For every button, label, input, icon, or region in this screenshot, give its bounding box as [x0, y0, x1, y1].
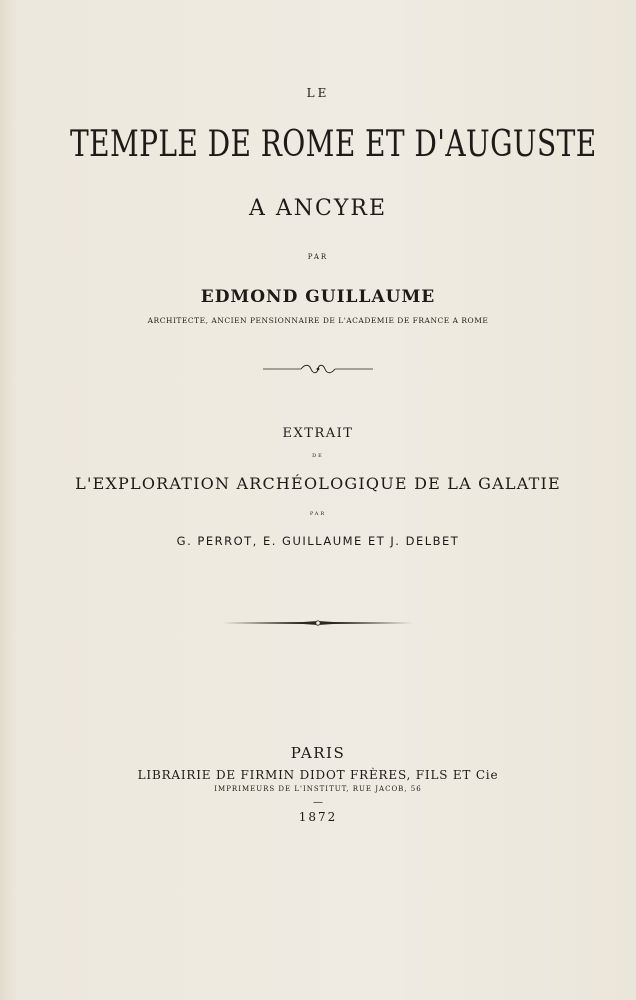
rule-ornament — [0, 618, 636, 628]
de-label: DE — [312, 453, 324, 459]
publisher: LIBRAIRIE DE FIRMIN DIDOT FRÈRES, FILS ET Cie — [137, 768, 499, 782]
main-title: TEMPLE DE ROME ET D'AUGUSTE — [69, 124, 597, 165]
subtitle: A ANCYRE — [249, 196, 387, 221]
extrait-label: EXTRAIT — [282, 426, 354, 441]
author-description: ARCHITECTE, ANCIEN PENSIONNAIRE DE L'ACADEMIE DE FRANCE A ROME — [147, 316, 489, 325]
fleuron-ornament — [0, 363, 636, 375]
author-name: EDMOND GUILLAUME — [200, 287, 436, 307]
par-label-2: PAR — [309, 511, 327, 517]
city: PARIS — [290, 744, 346, 762]
par-label: PAR — [307, 253, 329, 261]
printer: IMPRIMEURS DE L'INSTITUT, RUE JACOB, 56 — [214, 785, 422, 793]
article-le: LE — [306, 86, 330, 100]
year: 1872 — [298, 810, 338, 824]
work-title: L'EXPLORATION ARCHÉOLOGIQUE DE LA GALATIE — [75, 474, 561, 493]
separator-dash: — — [313, 797, 323, 808]
co-authors: G. PERROT, E. GUILLAUME ET J. DELBET — [176, 534, 460, 548]
